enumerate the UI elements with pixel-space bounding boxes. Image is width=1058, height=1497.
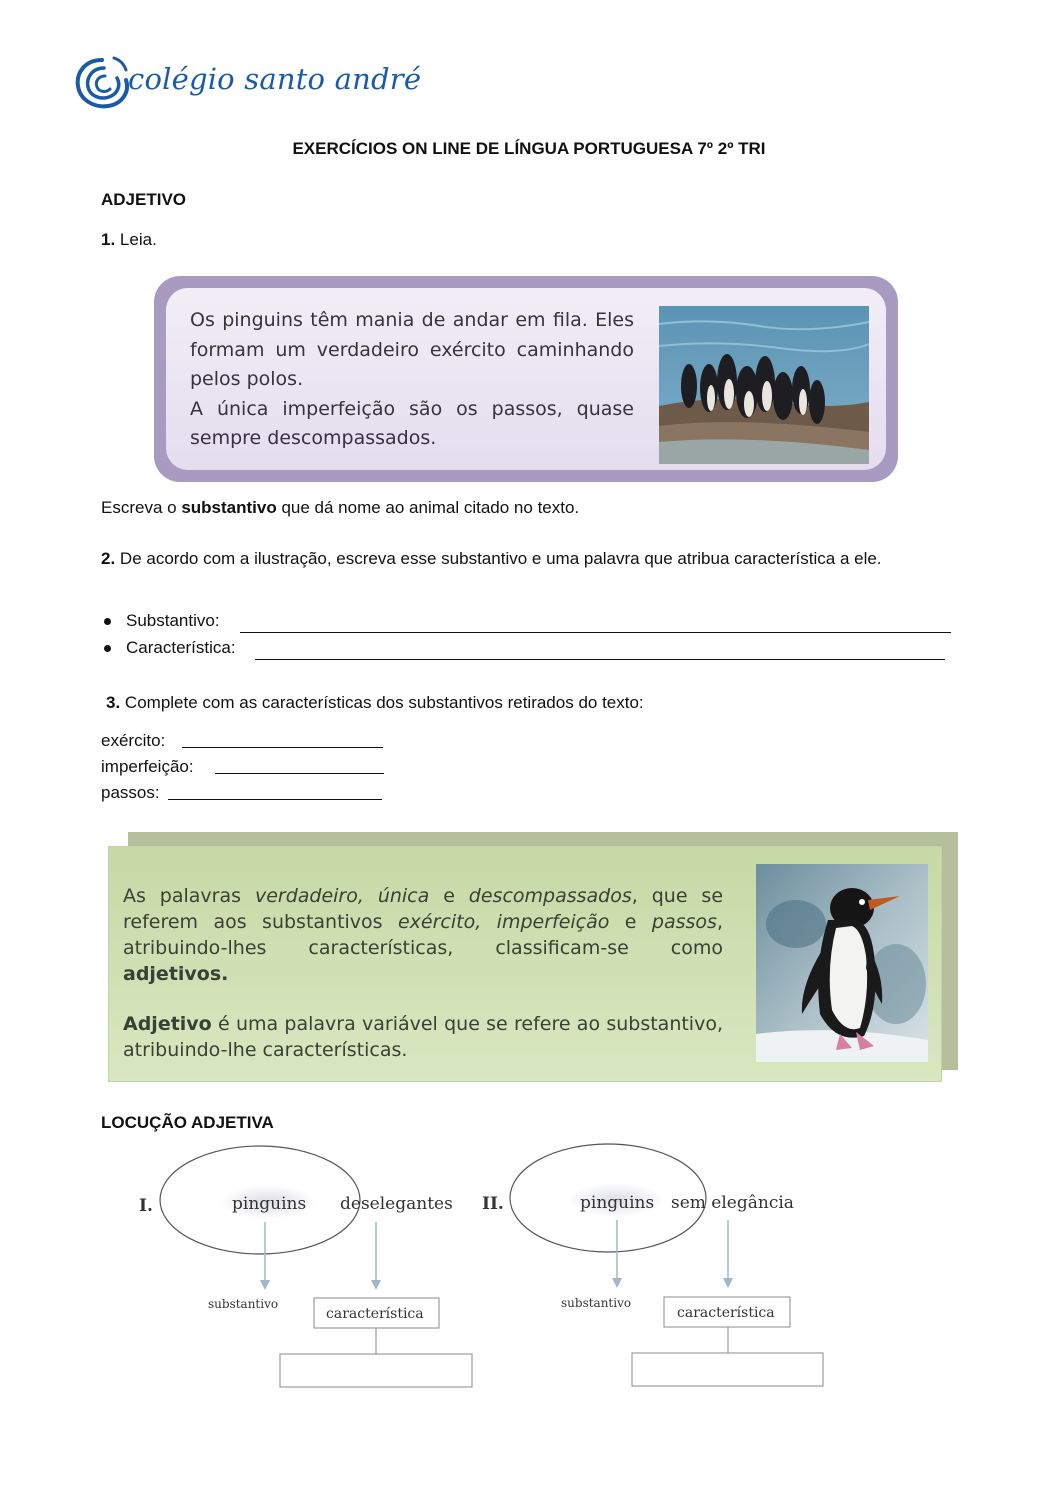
diagram-I-roman: I. bbox=[139, 1196, 153, 1216]
info-p1-b: verdadeiro, única bbox=[254, 885, 430, 907]
question-3-text: Complete com as características dos substantivos retirados do texto: bbox=[124, 693, 644, 712]
info-p2-b: é uma palavra variável que se refere ao substantivo, atribuindo-lhe características. bbox=[123, 1013, 723, 1061]
diagram-II-label-adj: característica bbox=[677, 1305, 775, 1321]
info-text bbox=[123, 883, 723, 1063]
instruction-post: que dá nome ao animal citado no texto. bbox=[276, 498, 580, 517]
info-p1-d: descompassados bbox=[468, 885, 632, 907]
diagram-II-roman: II. bbox=[482, 1194, 504, 1214]
section-heading-adjetivo: ADJETIVO bbox=[101, 190, 187, 209]
item-passos: passos: bbox=[101, 783, 160, 802]
info-p2-a: Adjetivo bbox=[123, 1013, 212, 1035]
diagram-I-answer-box[interactable] bbox=[280, 1354, 472, 1387]
bullet-dot bbox=[104, 645, 111, 652]
info-p1-j: adjetivos. bbox=[123, 963, 229, 985]
reading-text bbox=[190, 306, 634, 454]
info-p1-i: , atribuindo-lhes características, classificam-se como bbox=[123, 911, 723, 959]
question-1-text: Leia. bbox=[119, 230, 157, 249]
info-p1-c: e bbox=[429, 885, 469, 907]
penguins-photo bbox=[659, 306, 869, 464]
reading-line-2: A única imperfeição são os passos, quase sempre descompassados. bbox=[190, 397, 634, 449]
penguin-photo bbox=[756, 864, 928, 1062]
diagram-II-adj: sem elegância bbox=[671, 1193, 794, 1213]
info-p1-e: , que se referem aos substantivos bbox=[123, 885, 724, 933]
bullet-caracteristica bbox=[101, 638, 236, 658]
question-1-number: 1. bbox=[101, 230, 116, 249]
diagram-II-noun: pinguins bbox=[580, 1193, 655, 1213]
question-2-number: 2. bbox=[101, 549, 116, 568]
reading-line-1: Os pinguins têm mania de andar em fila. Eles formam um verdadeiro exército caminhando pelos polos. bbox=[190, 309, 634, 390]
info-p1-f: exército, imperfeição bbox=[397, 911, 610, 933]
item-exercito: exército: bbox=[101, 731, 166, 750]
info-p1-a: As palavras bbox=[123, 885, 255, 907]
answer-line-passos[interactable] bbox=[168, 799, 382, 800]
instruction-bold: substantivo bbox=[181, 498, 277, 517]
question-3-number: 3. bbox=[106, 693, 121, 712]
instruction-pre: Escreva o bbox=[101, 498, 182, 517]
question-3 bbox=[106, 690, 644, 716]
bullet-dot bbox=[104, 618, 111, 625]
instruction-text bbox=[101, 495, 579, 521]
diagram-I-adj: deselegantes bbox=[340, 1194, 453, 1214]
info-p1-g: e bbox=[609, 911, 652, 933]
diagram-II-label-noun: substantivo bbox=[561, 1296, 632, 1310]
question-2-text: De acordo com a ilustração, escreva esse substantivo e uma palavra que atribua característica a ele. bbox=[119, 549, 882, 568]
document-title: EXERCÍCIOS ON LINE DE LÍNGUA PORTUGUESA 7º 2º TRI bbox=[292, 139, 766, 158]
answer-line-caracteristica[interactable] bbox=[255, 659, 945, 660]
answer-line-exercito[interactable] bbox=[182, 747, 383, 748]
question-2 bbox=[101, 546, 957, 572]
answer-line-substantivo[interactable] bbox=[240, 632, 951, 633]
bullet-label-substantivo: Substantivo: bbox=[126, 611, 220, 630]
info-p1-h: passos bbox=[651, 911, 717, 933]
diagram-I-noun: pinguins bbox=[232, 1194, 307, 1214]
adjective-phrase-diagram bbox=[0, 1140, 1058, 1400]
answer-line-imperfeicao[interactable] bbox=[215, 773, 384, 774]
diagram-I-label-noun: substantivo bbox=[208, 1297, 279, 1311]
school-name: colégio santo andré bbox=[128, 62, 422, 96]
question-1 bbox=[101, 227, 157, 253]
section-heading-locucao-adjetiva: LOCUÇÃO ADJETIVA bbox=[101, 1113, 274, 1132]
bullet-label-caracteristica: Característica: bbox=[126, 638, 236, 657]
diagram-II-answer-box[interactable] bbox=[632, 1353, 823, 1386]
diagram-I-label-adj: característica bbox=[326, 1306, 424, 1322]
item-imperfeicao: imperfeição: bbox=[101, 757, 194, 776]
bullet-substantivo bbox=[101, 611, 220, 631]
